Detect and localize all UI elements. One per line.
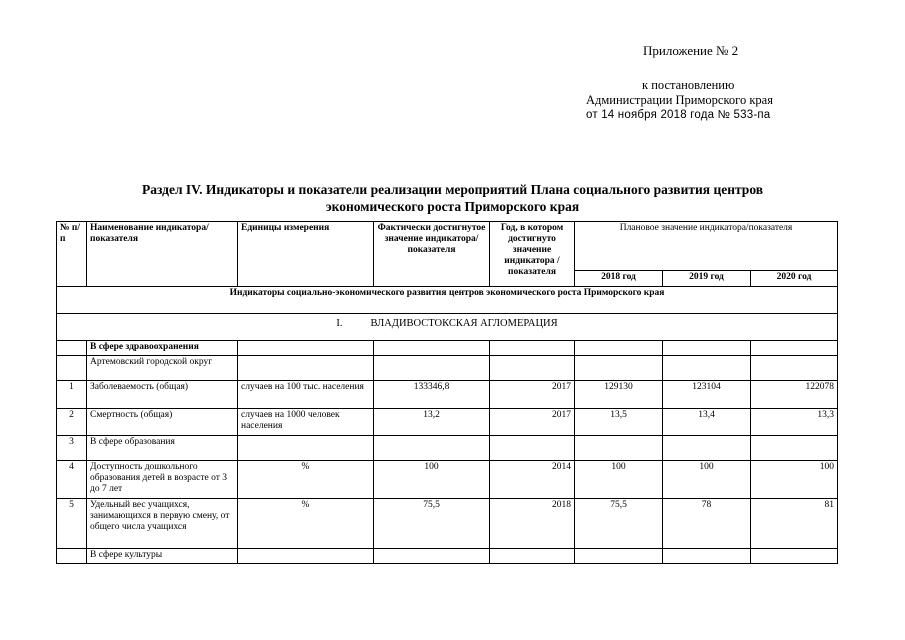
table-row (57, 436, 838, 461)
agglomeration-num: I. (336, 318, 343, 329)
row-2019: 100 (663, 461, 751, 499)
row-actual: 75,5 (374, 499, 490, 549)
title-line-1: Раздел IV. Индикаторы и показатели реализации мероприятий Плана социального развития центров (141, 182, 764, 197)
row-2020 (751, 436, 838, 461)
table-row (57, 461, 838, 499)
row-year (490, 436, 575, 461)
section-row (57, 287, 838, 314)
table-header-row (57, 222, 838, 271)
row-actual: 13,2 (374, 409, 490, 436)
row-year: 2014 (490, 461, 575, 499)
row-unit: % (238, 461, 374, 499)
row-2019: 123104 (663, 381, 751, 409)
row-actual (374, 549, 490, 564)
row-unit: случаев на 1000 человек населения (238, 409, 374, 436)
row-actual: 133346,8 (374, 381, 490, 409)
table-row (57, 499, 838, 549)
district-row (57, 356, 838, 381)
decree-date: от 14 ноября 2018 года № 533-па (586, 109, 771, 121)
col-2018-header: 2018 год (575, 271, 663, 287)
administration-label: Администрации Приморского края (586, 93, 773, 107)
district-label: Артемовский городской округ (87, 356, 238, 381)
health-sphere-label: В сфере здравоохранения (87, 341, 238, 356)
row-2020: 81 (751, 499, 838, 549)
col-name-header: Наименование индикатора/ показателя (87, 222, 238, 287)
row-2020 (751, 549, 838, 564)
row-unit: % (238, 499, 374, 549)
row-name: В сфере образования (87, 436, 238, 461)
row-year: 2017 (490, 409, 575, 436)
health-sphere-row (57, 341, 838, 356)
col-unit-header: Единицы измерения (238, 222, 374, 287)
row-2020: 100 (751, 461, 838, 499)
row-2020: 13,3 (751, 409, 838, 436)
row-unit (238, 436, 374, 461)
col-planned-header: Плановое значение индикатора/показателя (575, 222, 838, 271)
row-name: В сфере культуры (87, 549, 238, 564)
row-name: Доступность дошкольного образования детей в возрасте от 3 до 7 лет (87, 461, 238, 499)
row-2020: 122078 (751, 381, 838, 409)
row-num: 1 (57, 381, 87, 409)
row-2018 (575, 436, 663, 461)
table-row (57, 381, 838, 409)
row-2018: 75,5 (575, 499, 663, 549)
col-num-header: № п/п (57, 222, 87, 287)
row-2018: 13,5 (575, 409, 663, 436)
agglomeration-row (57, 314, 838, 341)
row-2018: 129130 (575, 381, 663, 409)
row-num (57, 549, 87, 564)
section-row-label: Индикаторы социально-экономического развития центров экономического роста Приморского края (57, 287, 838, 314)
col-2020-header: 2020 год (751, 271, 838, 287)
row-2019 (663, 436, 751, 461)
indicators-table (56, 221, 838, 564)
row-2018 (575, 549, 663, 564)
row-year: 2018 (490, 499, 575, 549)
table-row (57, 409, 838, 436)
row-actual (374, 436, 490, 461)
row-num: 3 (57, 436, 87, 461)
table-row (57, 549, 838, 564)
row-name: Удельный вес учащихся, занимающихся в первую смену, от общего числа учащихся (87, 499, 238, 549)
row-name: Смертность (общая) (87, 409, 238, 436)
row-num: 5 (57, 499, 87, 549)
row-num: 4 (57, 461, 87, 499)
row-name: Заболеваемость (общая) (87, 381, 238, 409)
title-line-2: экономического роста Приморского края (325, 199, 580, 214)
agglomeration-cell (57, 314, 838, 341)
row-unit (238, 549, 374, 564)
row-year (490, 549, 575, 564)
row-2019 (663, 549, 751, 564)
row-num: 2 (57, 409, 87, 436)
col-2019-header: 2019 год (663, 271, 751, 287)
appendix-label: Приложение № 2 (643, 43, 739, 58)
col-year-header: Год, в котором достигнуто значение индикатора /показателя (490, 222, 575, 287)
row-2018: 100 (575, 461, 663, 499)
row-actual: 100 (374, 461, 490, 499)
section-title (60, 181, 845, 215)
row-unit: случаев на 100 тыс. населения (238, 381, 374, 409)
col-actual-header: Фактически достигнутое значение индикатора/ показателя (374, 222, 490, 287)
row-2019: 78 (663, 499, 751, 549)
row-2019: 13,4 (663, 409, 751, 436)
agglomeration-label: ВЛАДИВОСТОКСКАЯ АГЛОМЕРАЦИЯ (370, 318, 558, 329)
to-decree-label: к постановлению (642, 78, 735, 92)
row-year: 2017 (490, 381, 575, 409)
